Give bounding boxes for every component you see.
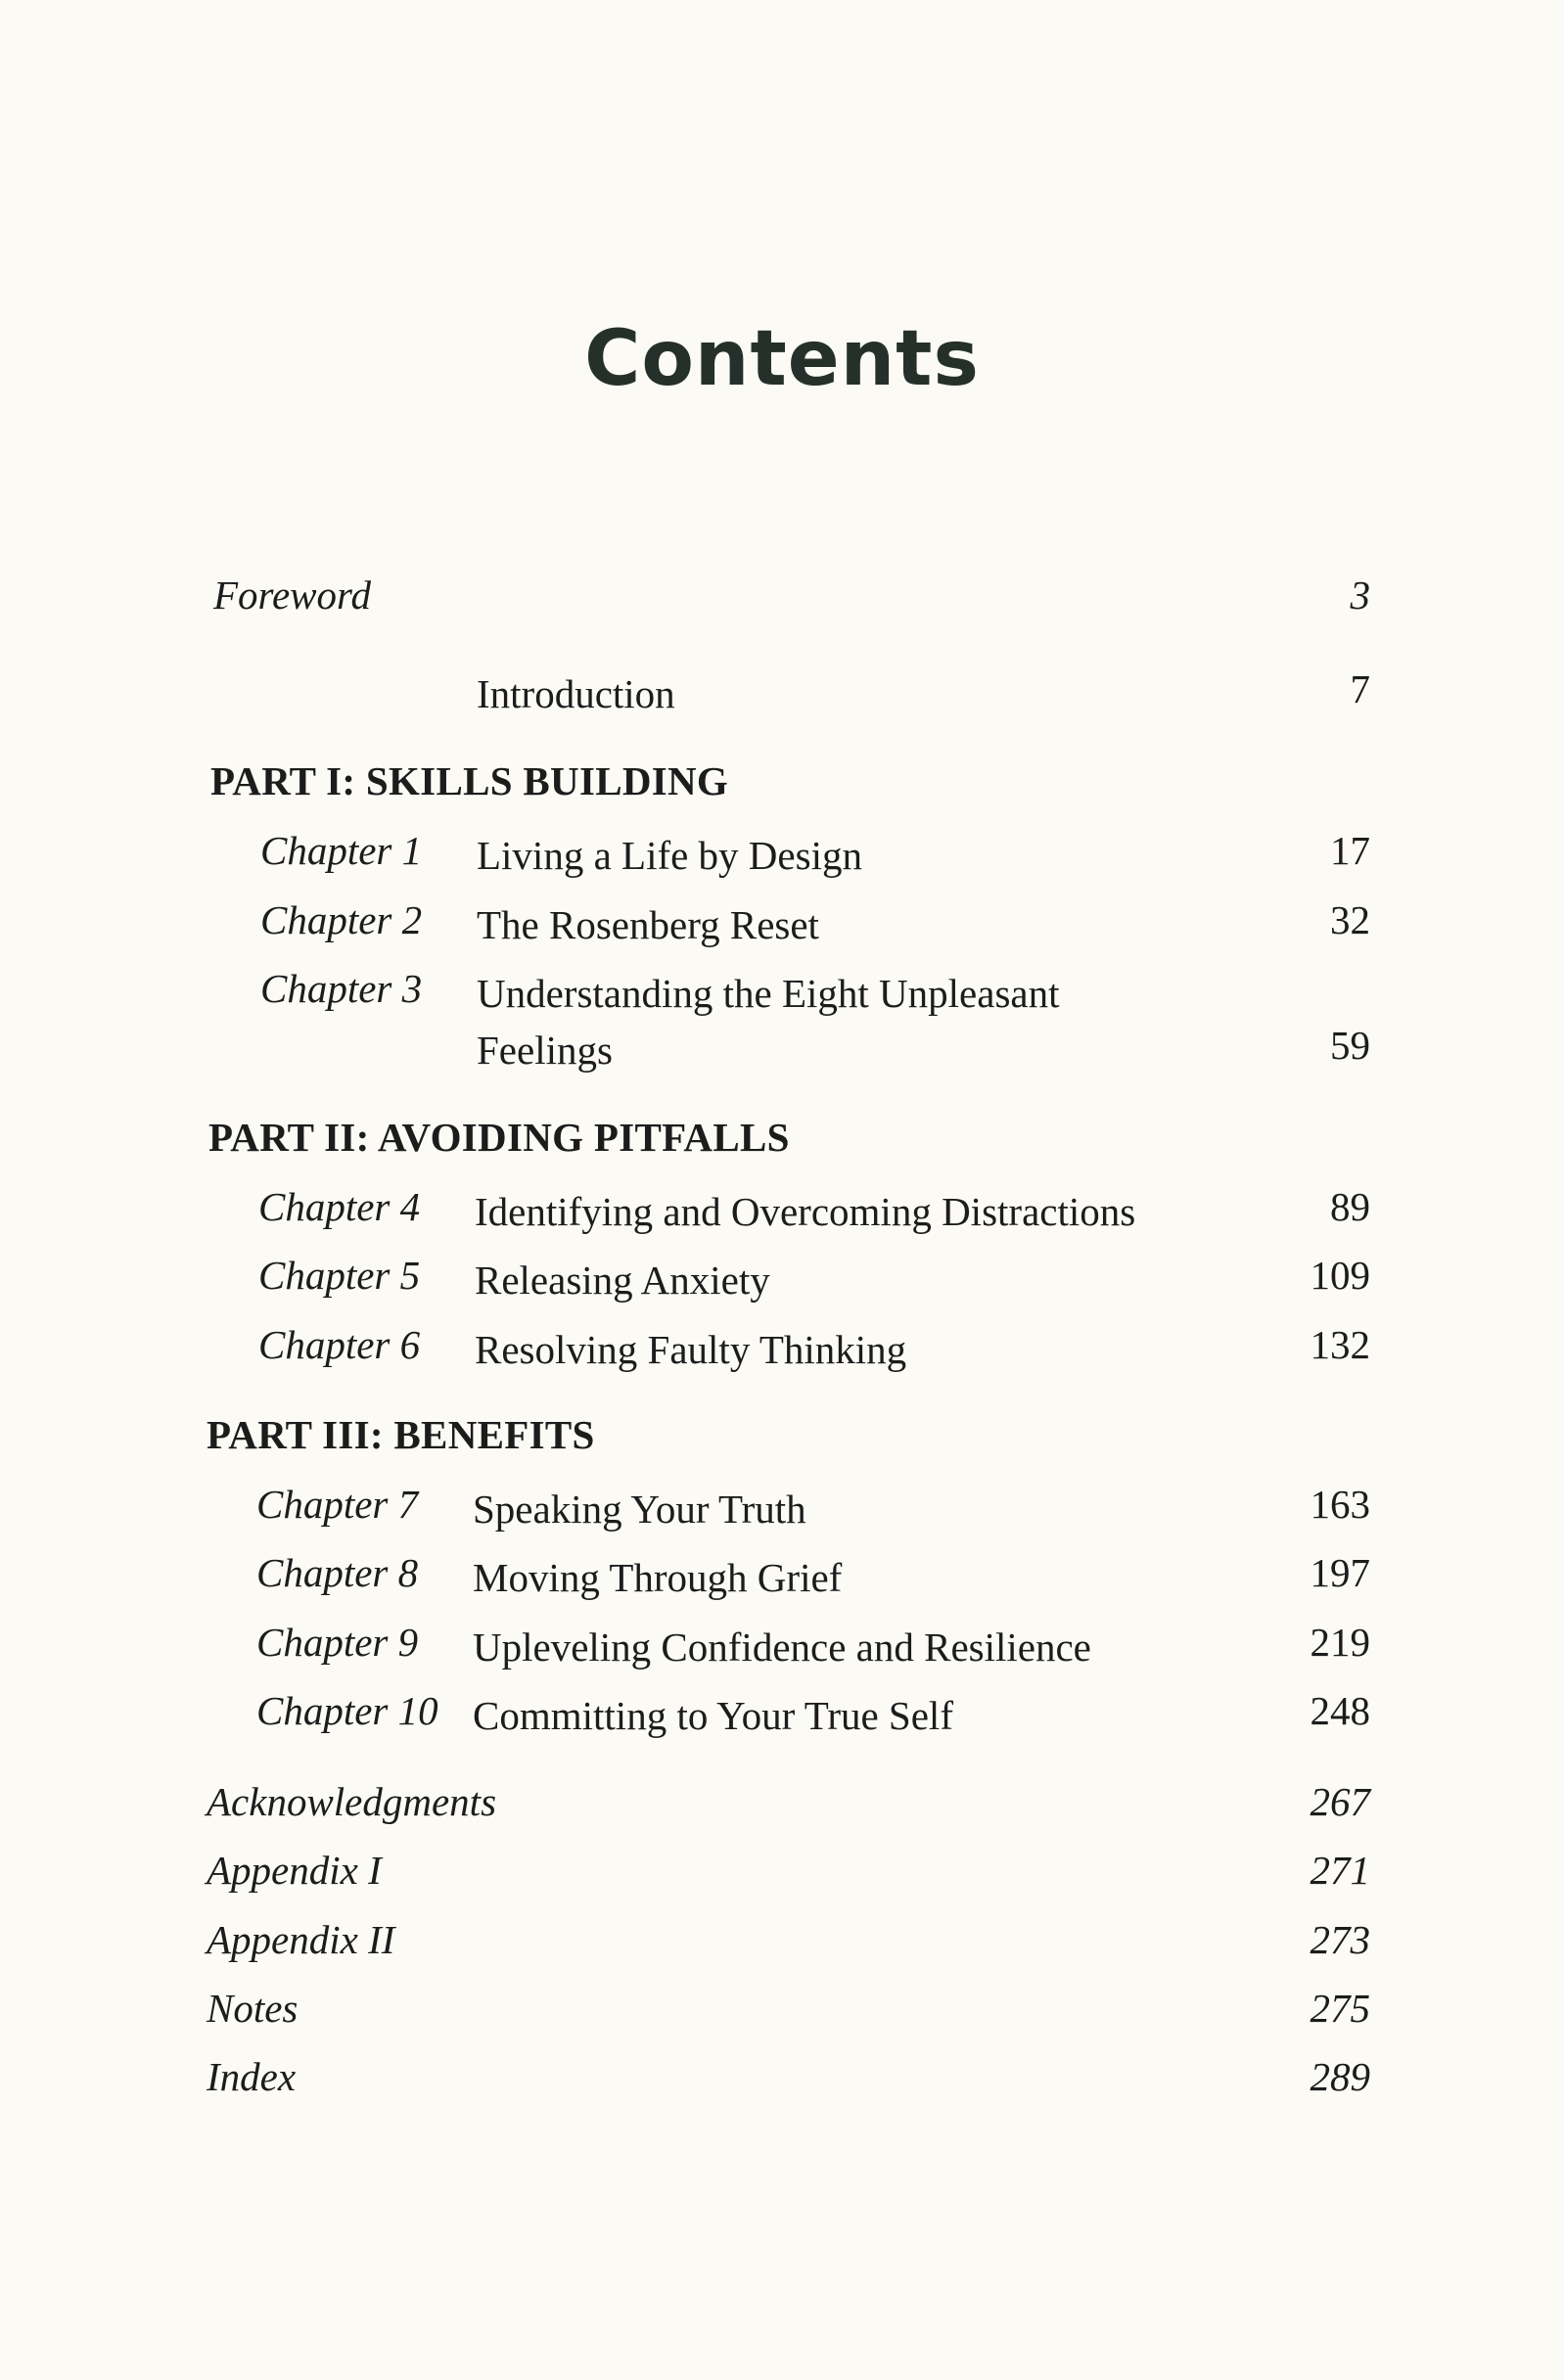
chapter-number: Chapter 4 (258, 1184, 421, 1229)
entry-label: Appendix I (207, 1848, 382, 1893)
entry-label: Notes (207, 1986, 299, 2031)
chapter-title: Identifying and Overcoming Distractions (475, 1189, 1136, 1234)
entry-page: 289 (1310, 2054, 1370, 2099)
chapter-number: Chapter 9 (256, 1620, 419, 1665)
entry-label: Introduction (477, 671, 675, 716)
chapter-page: 219 (1310, 1620, 1370, 1665)
chapter-number: Chapter 6 (258, 1322, 421, 1367)
chapter-number: Chapter 5 (258, 1253, 421, 1298)
toc-entry-acknowledgments[interactable] (0, 1778, 1564, 1837)
chapter-number: Chapter 3 (260, 966, 423, 1011)
chapter-number: Chapter 2 (260, 897, 423, 942)
chapter-page: 109 (1310, 1253, 1370, 1298)
chapter-page: 197 (1310, 1550, 1370, 1595)
toc-entry-appendix-1[interactable] (0, 1847, 1564, 1905)
chapter-page: 248 (1310, 1688, 1370, 1733)
chapter-number: Chapter 10 (256, 1688, 438, 1733)
chapter-title: Living a Life by Design (477, 833, 862, 878)
entry-page: 271 (1310, 1848, 1370, 1893)
chapter-number: Chapter 1 (260, 828, 423, 873)
entry-label: Appendix II (207, 1917, 395, 1962)
chapter-title: Committing to Your True Self (473, 1693, 953, 1738)
chapter-page: 163 (1310, 1482, 1370, 1527)
chapter-title: The Rosenberg Reset (477, 902, 819, 947)
toc-entry-chapter-6[interactable] (0, 1321, 1564, 1380)
chapter-title: Moving Through Grief (473, 1555, 843, 1600)
toc-entry-chapter-9[interactable] (0, 1619, 1564, 1677)
chapter-title: Upleveling Confidence and Resilience (473, 1625, 1091, 1670)
part-heading-2: PART II: AVOIDING PITFALLS (208, 1115, 790, 1160)
toc-entry-notes[interactable] (0, 1985, 1564, 2043)
entry-page: 7 (1350, 666, 1370, 711)
chapter-number: Chapter 8 (256, 1550, 419, 1595)
toc-entry-foreword[interactable] (0, 572, 1564, 630)
toc-entry-chapter-3[interactable] (0, 965, 1564, 1102)
toc-entry-chapter-10[interactable] (0, 1687, 1564, 1746)
entry-page: 267 (1310, 1779, 1370, 1824)
chapter-title: Releasing Anxiety (475, 1258, 770, 1303)
toc-entry-chapter-4[interactable] (0, 1183, 1564, 1242)
chapter-title: Resolving Faulty Thinking (475, 1327, 907, 1372)
entry-label: Index (207, 2054, 297, 2099)
chapter-page: 17 (1330, 828, 1370, 873)
chapter-page: 59 (1330, 1023, 1370, 1068)
entry-page: 275 (1310, 1986, 1370, 2031)
toc-entry-introduction[interactable] (0, 665, 1564, 724)
chapter-title: Understanding the Eight Unpleasant Feelings (477, 971, 1060, 1073)
chapter-title: Speaking Your Truth (473, 1487, 806, 1532)
entry-label: Acknowledgments (207, 1779, 497, 1824)
toc-entry-index[interactable] (0, 2053, 1564, 2112)
toc-entry-chapter-8[interactable] (0, 1549, 1564, 1608)
entry-page: 3 (1350, 572, 1370, 618)
page-title: Contents (584, 315, 980, 403)
chapter-page: 132 (1310, 1322, 1370, 1367)
toc-entry-chapter-7[interactable] (0, 1481, 1564, 1539)
chapter-page: 89 (1330, 1184, 1370, 1229)
chapter-page: 32 (1330, 897, 1370, 942)
toc-entry-chapter-5[interactable] (0, 1252, 1564, 1310)
toc-entry-appendix-2[interactable] (0, 1916, 1564, 1975)
part-heading-3: PART III: BENEFITS (207, 1412, 595, 1457)
chapter-number: Chapter 7 (256, 1482, 419, 1527)
toc-entry-chapter-2[interactable] (0, 896, 1564, 955)
entry-label: Foreword (213, 572, 371, 618)
entry-page: 273 (1310, 1917, 1370, 1962)
part-heading-1: PART I: SKILLS BUILDING (210, 758, 729, 803)
toc-entry-chapter-1[interactable] (0, 827, 1564, 886)
